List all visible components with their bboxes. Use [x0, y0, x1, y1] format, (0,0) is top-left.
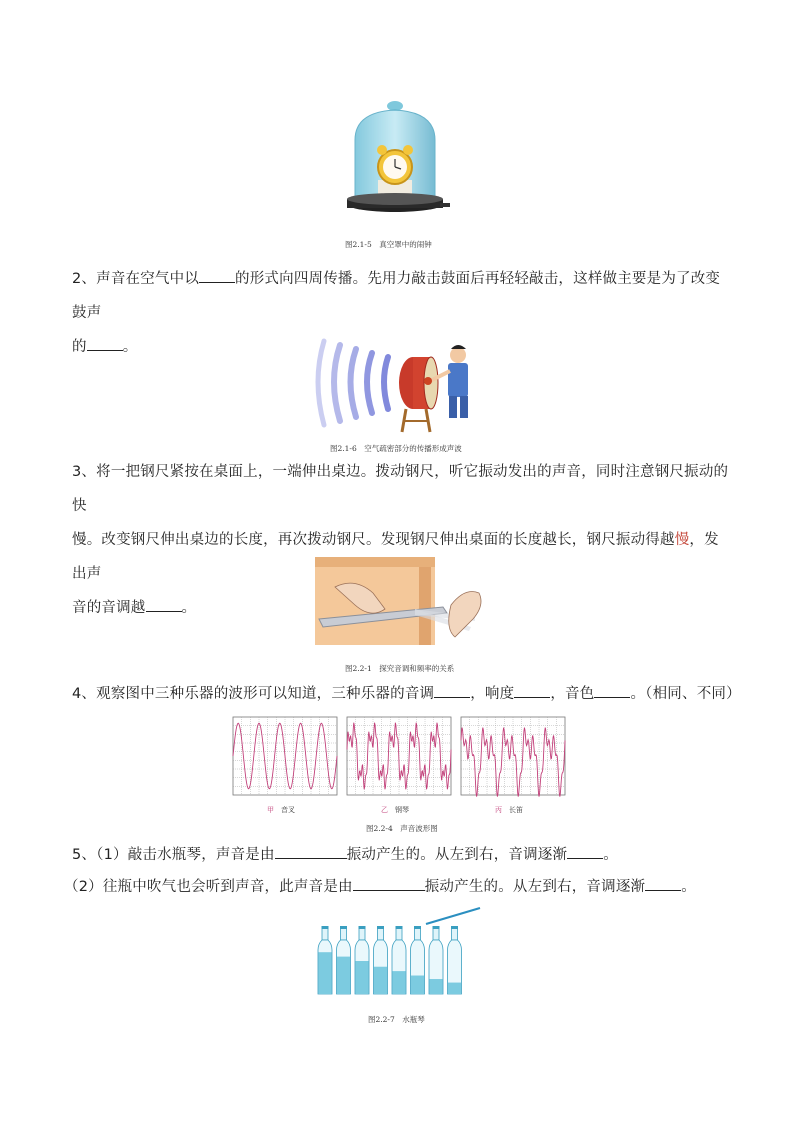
waveform-instrument-label: 钢琴 [395, 806, 409, 814]
waveform-instrument-label: 音叉 [281, 806, 295, 814]
water-bottle-xylophone-figure [316, 906, 484, 998]
bell-jar-alarm-clock-figure [340, 100, 450, 230]
q5-text: 。 [603, 847, 618, 863]
answer-blank[interactable] [594, 683, 630, 698]
waveform-mark: 乙 [381, 806, 388, 814]
question-5 [72, 838, 732, 872]
answer-blank[interactable] [199, 268, 235, 283]
mallet-stick [426, 908, 480, 924]
water-bottle [355, 926, 369, 994]
water-bottle [448, 926, 462, 994]
water-bottle [392, 926, 406, 994]
q5-text: 5、（1）敲击水瓶琴，声音是由 [72, 847, 275, 863]
waveform-panel [461, 717, 565, 797]
steel-ruler-table-figure [315, 557, 487, 657]
answer-blank[interactable] [87, 336, 123, 351]
q3-text: 。 [181, 600, 197, 616]
sound-waveform-figure [233, 717, 565, 817]
q5-text: 。 [681, 879, 696, 895]
q4-text: 。（相同、不同） [630, 686, 741, 702]
q2-text: 。 [122, 339, 138, 355]
q4-text: 4、观察图中三种乐器的波形可以知道，三种乐器的音调 [72, 686, 435, 702]
q3-text: 3、将一把钢尺紧按在桌面上，一端伸出桌边。拨动钢尺，听它振动发出的声音，同时注意钢尺振动的快 [72, 464, 729, 514]
waveform-panel [233, 717, 337, 795]
q2-text: 的 [72, 339, 87, 355]
q4-text: ，音色 [550, 686, 595, 702]
q2-text: 2、声音在空气中以 [72, 271, 200, 287]
q5-text: 振动产生的。从左到右，音调逐渐 [346, 847, 568, 863]
drum-sound-wave-figure [318, 333, 478, 433]
figure-caption: 图2.2-7 水瓶琴 [368, 1015, 425, 1024]
q5-text: 振动产生的。从左到右，音调逐渐 [424, 879, 646, 895]
question-4 [72, 677, 742, 711]
q2-text: 的形式向四周传播。先用力敲击鼓面后再轻轻敲击，这样做主要是为了改变鼓声 [72, 271, 721, 321]
water-bottle [337, 926, 351, 994]
water-bottle [318, 926, 332, 994]
answer-blank[interactable] [514, 683, 550, 698]
q3-text: ，发出声 [72, 532, 719, 582]
answer-blank[interactable] [567, 844, 603, 859]
figure-caption: 图2.2-1 探究音调和频率的关系 [345, 664, 455, 673]
figure-caption: 图2.2-4 声音波形图 [366, 824, 438, 833]
q3-text: 音的音调越 [72, 600, 146, 616]
water-bottle [429, 926, 443, 994]
waveform-mark: 丙 [495, 806, 502, 814]
q3-text: 慢。改变钢尺伸出桌边的长度，再次拨动钢尺。发现钢尺伸出桌面的长度越长，钢尺振动得越 [72, 532, 675, 548]
q4-text: ，响度 [470, 686, 515, 702]
answer-blank[interactable] [645, 876, 681, 891]
answer-blank[interactable] [434, 683, 470, 698]
answer-blank[interactable] [275, 844, 347, 859]
water-bottle [374, 926, 388, 994]
waveform-panel [347, 717, 451, 795]
figure-caption: 图2.1-6 空气疏密部分的传播形成声波 [330, 444, 462, 453]
water-bottle [411, 926, 425, 994]
waveform-mark: 甲 [267, 806, 274, 814]
answer-blank[interactable] [353, 876, 425, 891]
q5-text: （2）往瓶中吹气也会听到声音，此声音是由 [64, 879, 353, 895]
figure-caption: 图2.1-5 真空罩中的闹钟 [345, 240, 432, 249]
waveform-instrument-label: 长笛 [509, 806, 523, 814]
answer-blank[interactable] [146, 597, 182, 612]
q3-highlight-text: 慢 [674, 532, 690, 548]
question-5-part-2 [64, 870, 744, 904]
